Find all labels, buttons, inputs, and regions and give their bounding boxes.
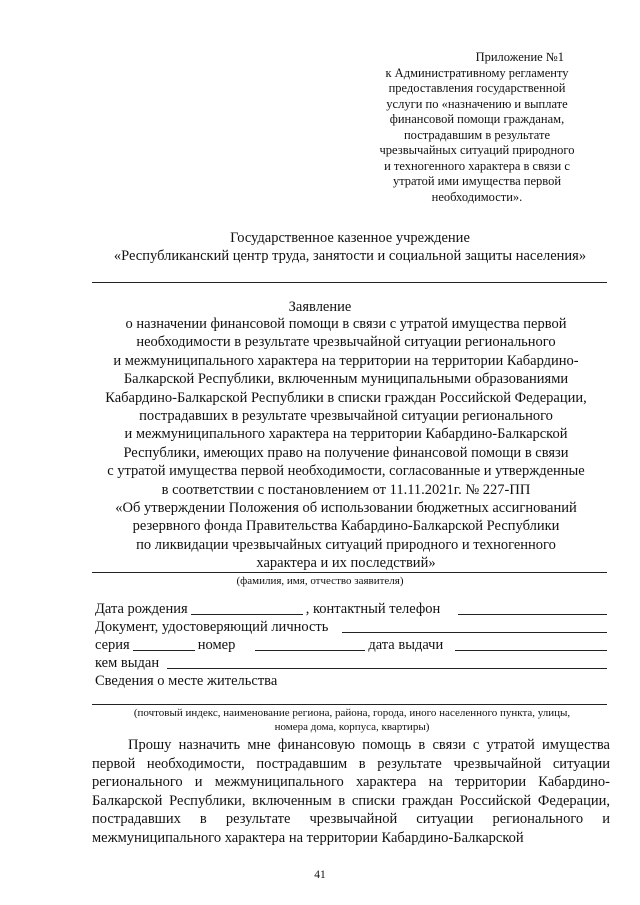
appendix-line: пострадавшим в результате — [403, 127, 551, 142]
institution-divider — [92, 282, 607, 283]
statement-line: «Об утверждении Положения об использовании бюджетных ассигнований — [115, 500, 577, 517]
id-document-row — [95, 618, 610, 636]
series-label: серия — [95, 637, 130, 653]
issued-by-label: кем выдан — [95, 655, 160, 671]
issued-by-field[interactable] — [167, 654, 607, 669]
statement-line: Республики, имеющих право на получение финансовой помощи в связи — [123, 444, 569, 461]
statement-line: и межмуниципального характера на территории Кабардино-Балкарской — [124, 426, 568, 443]
appendix-line: необходимости». — [431, 189, 523, 204]
series-field[interactable] — [133, 636, 195, 651]
appendix-line: предоставления государственной — [388, 81, 566, 95]
statement-line: по ликвидации чрезвычайных ситуаций природного и техногенного — [136, 536, 556, 553]
issued-by-row — [95, 654, 610, 672]
appendix-line: услуги по «назначению и выплате — [386, 96, 568, 111]
address-field[interactable] — [92, 704, 607, 705]
id-document-label: Документ, удостоверяющий личность — [95, 619, 329, 635]
address-caption — [92, 706, 612, 734]
appendix-line: к Административному регламенту — [385, 65, 569, 80]
statement-line: с утратой имущества первой необходимости, согласованные и утвержденные — [107, 463, 585, 480]
institution-type: Государственное казенное учреждение — [230, 230, 470, 246]
number-label: номер — [197, 637, 236, 653]
residence-row — [95, 672, 610, 690]
statement-line: и межмуниципального характера на территории на территории Кабардино- — [113, 352, 579, 369]
birth-date-field[interactable] — [191, 600, 303, 615]
series-number-row — [95, 636, 610, 654]
statement-line: характера и их последствий» — [256, 555, 436, 572]
statement-line: Кабардино-Балкарской Республики в списки граждан Российской Федерации, — [105, 389, 587, 406]
appendix-line: и техногенного характера в связи с — [384, 158, 570, 173]
statement-line: о назначении финансовой помощи в связи с утратой имущества первой — [125, 316, 567, 332]
number-field[interactable] — [255, 636, 365, 651]
birth-phone-row — [95, 600, 610, 618]
statement-line: пострадавших в результате чрезвычайной ситуации регионального — [139, 408, 553, 425]
institution-header — [70, 229, 630, 265]
phone-field[interactable] — [458, 600, 607, 615]
statement-line: резервного фонда Правительства Кабардино-Балкарской Республики — [132, 518, 560, 535]
phone-label: , контактный телефон — [305, 601, 441, 617]
issue-date-label: дата выдачи — [368, 637, 444, 653]
birth-date-label: Дата рождения — [95, 601, 188, 617]
id-document-field[interactable] — [342, 618, 607, 633]
page-number: 41 — [314, 869, 326, 881]
issue-date-field[interactable] — [455, 636, 607, 651]
address-caption-line: (почтовый индекс, наименование региона, района, города, иного населенного пункта, улицы, — [133, 707, 571, 719]
applicant-name-field[interactable] — [92, 572, 607, 573]
appendix-line: финансовой помощи гражданам, — [389, 112, 565, 126]
residence-label: Сведения о месте жительства — [95, 673, 278, 689]
institution-name: «Республиканский центр труда, занятости и социальной защиты населения» — [113, 248, 587, 264]
request-paragraph: Прошу назначить мне финансовую помощь в связи с утратой имущества первой необходимости, пострадавшим в результате чрезвычайной ситуации регионального и межмуниципального характера на территории Кабардино-Балкарской Республики, включенным в списки граждан Российской Федерации, пострадавших в результате чрезвычайной ситуации регионального и межмуниципального характера на территории Кабардино-Балкарской — [92, 737, 610, 846]
statement-description — [86, 315, 606, 573]
statement-title: Заявление — [288, 299, 352, 315]
statement-line: в соответствии с постановлением от 11.11.2021г. № 227-ПП — [161, 481, 531, 498]
statement-line: необходимости в результате чрезвычайной ситуации регионального — [136, 334, 556, 351]
statement-line: Балкарской Республики, включенным муниципальными образованиями — [123, 371, 569, 388]
applicant-name-caption: (фамилия, имя, отчество заявителя) — [236, 575, 404, 587]
appendix-line: чрезвычайных ситуаций природного — [379, 143, 575, 157]
address-caption-line: номера дома, корпуса, квартиры) — [274, 721, 430, 733]
appendix-line: утратой ими имущества первой — [392, 174, 562, 188]
appendix-block — [372, 50, 582, 205]
appendix-title: Приложение №1 — [475, 50, 564, 64]
